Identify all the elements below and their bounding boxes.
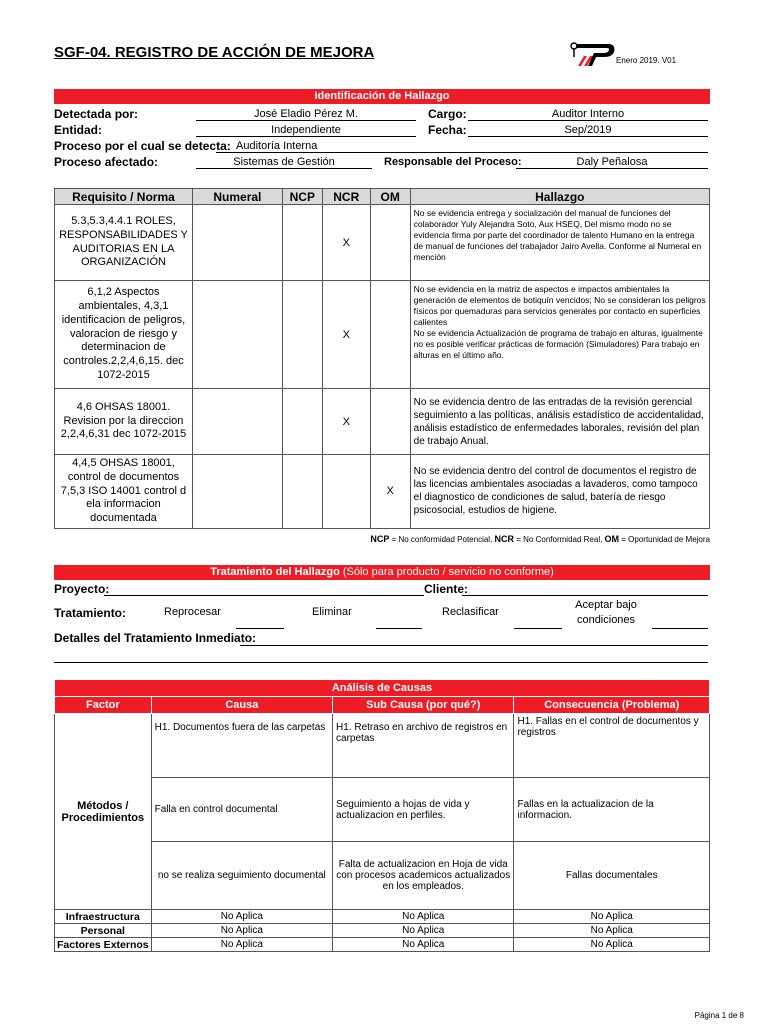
om-cell — [370, 205, 410, 281]
subcausa-cell: No Aplica — [333, 910, 514, 924]
col-numeral: Numeral — [192, 189, 282, 205]
col-requisito: Requisito / Norma — [55, 189, 193, 205]
legend-ncp-text: = No conformidad Potencial, — [389, 535, 493, 544]
proyecto-label: Proyecto: — [54, 582, 110, 596]
detalles-field[interactable] — [240, 645, 708, 646]
detectada-value: José Eladio Pérez M. — [196, 108, 416, 121]
proceso-afectado-value: Sistemas de Gestión — [196, 156, 372, 169]
cliente-field[interactable] — [462, 595, 708, 596]
om-cell: X — [370, 455, 410, 529]
legend-om-text: = Oportunidad de Mejora — [619, 535, 710, 544]
detectada-label: Detectada por: — [54, 107, 139, 121]
factor-personal: Personal — [55, 924, 152, 938]
col-subcausa: Sub Causa (por qué?) — [333, 697, 514, 714]
entidad-label: Entidad: — [54, 123, 102, 137]
hallazgo-text-1: No se evidencia en la matriz de aspectos e impactos ambientales la generación de elementos de botiquín vencidos; No se consideran los peligros físicos por quemaduras para servicios generales por contacto en superficies calientes — [413, 284, 706, 328]
requisito-cell: 4,4,5 OHSAS 18001, control de documentos 7,5,3 ISO 14001 control d ela informacion documentada — [55, 455, 193, 529]
proceso-afectado-label: Proceso afectado: — [54, 155, 159, 169]
om-cell — [370, 389, 410, 455]
causas-table — [54, 679, 710, 952]
hallazgo-cell: No se evidencia entrega y socialización del manual de funciones del colaborador Yuly Alejandra Soto, Aux HSEQ, Del mismo modo no se evidencia firma por parte del coordinador de talento Humano en la entrega de manual de funciones del trabajador Jairo Avella. Conforme al Numeral en mención — [410, 205, 709, 281]
table-row — [55, 778, 710, 842]
tratamiento-note: (Sólo para producto / servicio no conforme) — [339, 566, 554, 578]
om-cell — [370, 281, 410, 389]
cargo-value: Auditor Interno — [468, 108, 708, 121]
causa-cell: No Aplica — [151, 924, 332, 938]
reclasificar-checkbox[interactable] — [514, 628, 562, 629]
detalles-field-line2[interactable] — [54, 662, 708, 663]
factor-metodos: Métodos / Procedimientos — [55, 714, 152, 910]
ncr-cell: X — [322, 389, 370, 455]
proyecto-field[interactable] — [104, 595, 424, 596]
subcausa-cell: Falta de actualizacion en Hoja de vida con procesos academicos actualizados en los empleados. — [333, 842, 514, 910]
table-row — [55, 389, 710, 455]
tratamiento-title: Tratamiento del Hallazgo — [210, 566, 340, 578]
table-row — [55, 455, 710, 529]
col-factor: Factor — [55, 697, 152, 714]
cargo-label: Cargo: — [428, 107, 467, 121]
col-consecuencia: Consecuencia (Problema) — [514, 697, 710, 714]
factor-externos: Factores Externos — [55, 938, 152, 952]
company-logo — [568, 38, 616, 68]
entidad-value: Independiente — [196, 124, 416, 137]
tratamiento-header — [54, 565, 710, 580]
proceso-detecta-label: Proceso por el cual se detecta: — [54, 139, 231, 153]
ncr-cell — [322, 455, 370, 529]
opcion-reprocesar-label: Reprocesar — [164, 606, 221, 618]
tratamiento-label: Tratamiento: — [54, 606, 127, 620]
table-row — [55, 938, 710, 952]
ncp-cell — [282, 281, 322, 389]
ncr-cell: X — [322, 205, 370, 281]
legend-ncr-text: = No Conformidad Real, — [514, 535, 603, 544]
table-row — [55, 924, 710, 938]
causa-cell: No Aplica — [151, 938, 332, 952]
requisito-cell: 4,6 OHSAS 18001. Revision por la direccion 2,2,4,6,31 dec 1072-2015 — [55, 389, 193, 455]
causa-cell: no se realiza seguimiento documental — [151, 842, 332, 910]
col-om: OM — [370, 189, 410, 205]
subcausa-cell: Seguimiento a hojas de vida y actualizacion en perfiles. — [333, 778, 514, 842]
ncp-cell — [282, 455, 322, 529]
numeral-cell — [192, 281, 282, 389]
factor-infraestructura: Infraestructura — [55, 910, 152, 924]
fecha-label: Fecha: — [428, 123, 467, 137]
causas-header: Análisis de Causas — [55, 680, 710, 697]
col-ncp: NCP — [282, 189, 322, 205]
hallazgo-text-2: No se evidencia Actualización de programa de trabajo en alturas, igualmente no es posible verificar prácticas de formación (Simuladores) Para trabajo en alturas en el último año. — [413, 328, 703, 361]
subcausa-cell: No Aplica — [333, 938, 514, 952]
consecuencia-cell: Fallas documentales — [514, 842, 710, 910]
cliente-label: Cliente: — [424, 582, 469, 596]
numeral-cell — [192, 455, 282, 529]
hallazgo-cell: No se evidencia dentro del control de documentos el registro de las licencias ambientales asociadas a lavaderos, como tampoco el diagnostico de condiciones de salud, batería de riesgo psicosocial, estudios de higiene. — [410, 455, 709, 529]
responsable-label: Responsable del Proceso: — [384, 156, 522, 168]
legend-ncr-abbr: NCR — [494, 534, 515, 544]
table-legend — [370, 534, 710, 544]
col-causa: Causa — [151, 697, 332, 714]
page-number: Página 1 de 8 — [694, 1011, 744, 1020]
opcion-reclasificar-label: Reclasificar — [442, 606, 499, 618]
table-row — [55, 842, 710, 910]
consecuencia-cell: No Aplica — [514, 924, 710, 938]
reprocesar-checkbox[interactable] — [236, 628, 284, 629]
ncp-cell — [282, 389, 322, 455]
numeral-cell — [192, 205, 282, 281]
consecuencia-cell: H1. Fallas en el control de documentos y registros — [514, 714, 710, 778]
consecuencia-cell: No Aplica — [514, 910, 710, 924]
detalles-label: Detalles del Tratamiento Inmediato: — [54, 631, 257, 645]
proceso-detecta-value: Auditoría Interna — [216, 140, 708, 153]
fecha-value: Sep/2019 — [468, 124, 708, 137]
subcausa-cell: H1. Retraso en archivo de registros en carpetas — [333, 714, 514, 778]
col-hallazgo: Hallazgo — [410, 189, 709, 205]
hallazgos-table — [54, 188, 710, 529]
ncp-cell — [282, 205, 322, 281]
opcion-eliminar-label: Eliminar — [312, 606, 352, 618]
page-title: SGF-04. REGISTRO DE ACCIÓN DE MEJORA — [54, 44, 375, 61]
table-row — [55, 910, 710, 924]
legend-ncp-abbr: NCP — [370, 534, 390, 544]
requisito-cell: 5.3,5.3,4.4.1 ROLES, RESPONSABILIDADES Y AUDITORIAS EN LA ORGANIZACIÓN — [55, 205, 193, 281]
eliminar-checkbox[interactable] — [376, 628, 422, 629]
col-ncr: NCR — [322, 189, 370, 205]
aceptar-checkbox[interactable] — [652, 628, 708, 629]
causa-cell: No Aplica — [151, 910, 332, 924]
ncr-cell: X — [322, 281, 370, 389]
version-label: Enero 2019. V01 — [616, 56, 677, 65]
table-row — [55, 714, 710, 778]
identificacion-header: Identificación de Hallazgo — [54, 89, 710, 104]
requisito-cell: 6,1,2 Aspectos ambientales, 4,3,1 identificacion de peligros, valoracion de riesgo y determinacion de controles.2,2,4,6,15. dec 1072-2015 — [55, 281, 193, 389]
opcion-aceptar-label: Aceptar bajo condiciones — [575, 599, 637, 626]
numeral-cell — [192, 389, 282, 455]
consecuencia-cell: Fallas en la actualizacion de la informacion. — [514, 778, 710, 842]
consecuencia-cell: No Aplica — [514, 938, 710, 952]
causa-cell: H1. Documentos fuera de las carpetas — [151, 714, 332, 778]
causa-cell: Falla en control documental — [151, 778, 332, 842]
hallazgo-cell — [410, 281, 709, 389]
table-row — [55, 205, 710, 281]
legend-om-abbr: OM — [604, 534, 620, 544]
responsable-value: Daly Peñalosa — [516, 156, 708, 169]
subcausa-cell: No Aplica — [333, 924, 514, 938]
hallazgo-cell: No se evidencia dentro de las entradas de la revisión gerencial seguimiento a las políticas, análisis estadístico de accidentalidad, análisis estadístico de enfermedades laborales, revisión del plan de trabajo Anual. — [410, 389, 709, 455]
table-row — [55, 281, 710, 389]
